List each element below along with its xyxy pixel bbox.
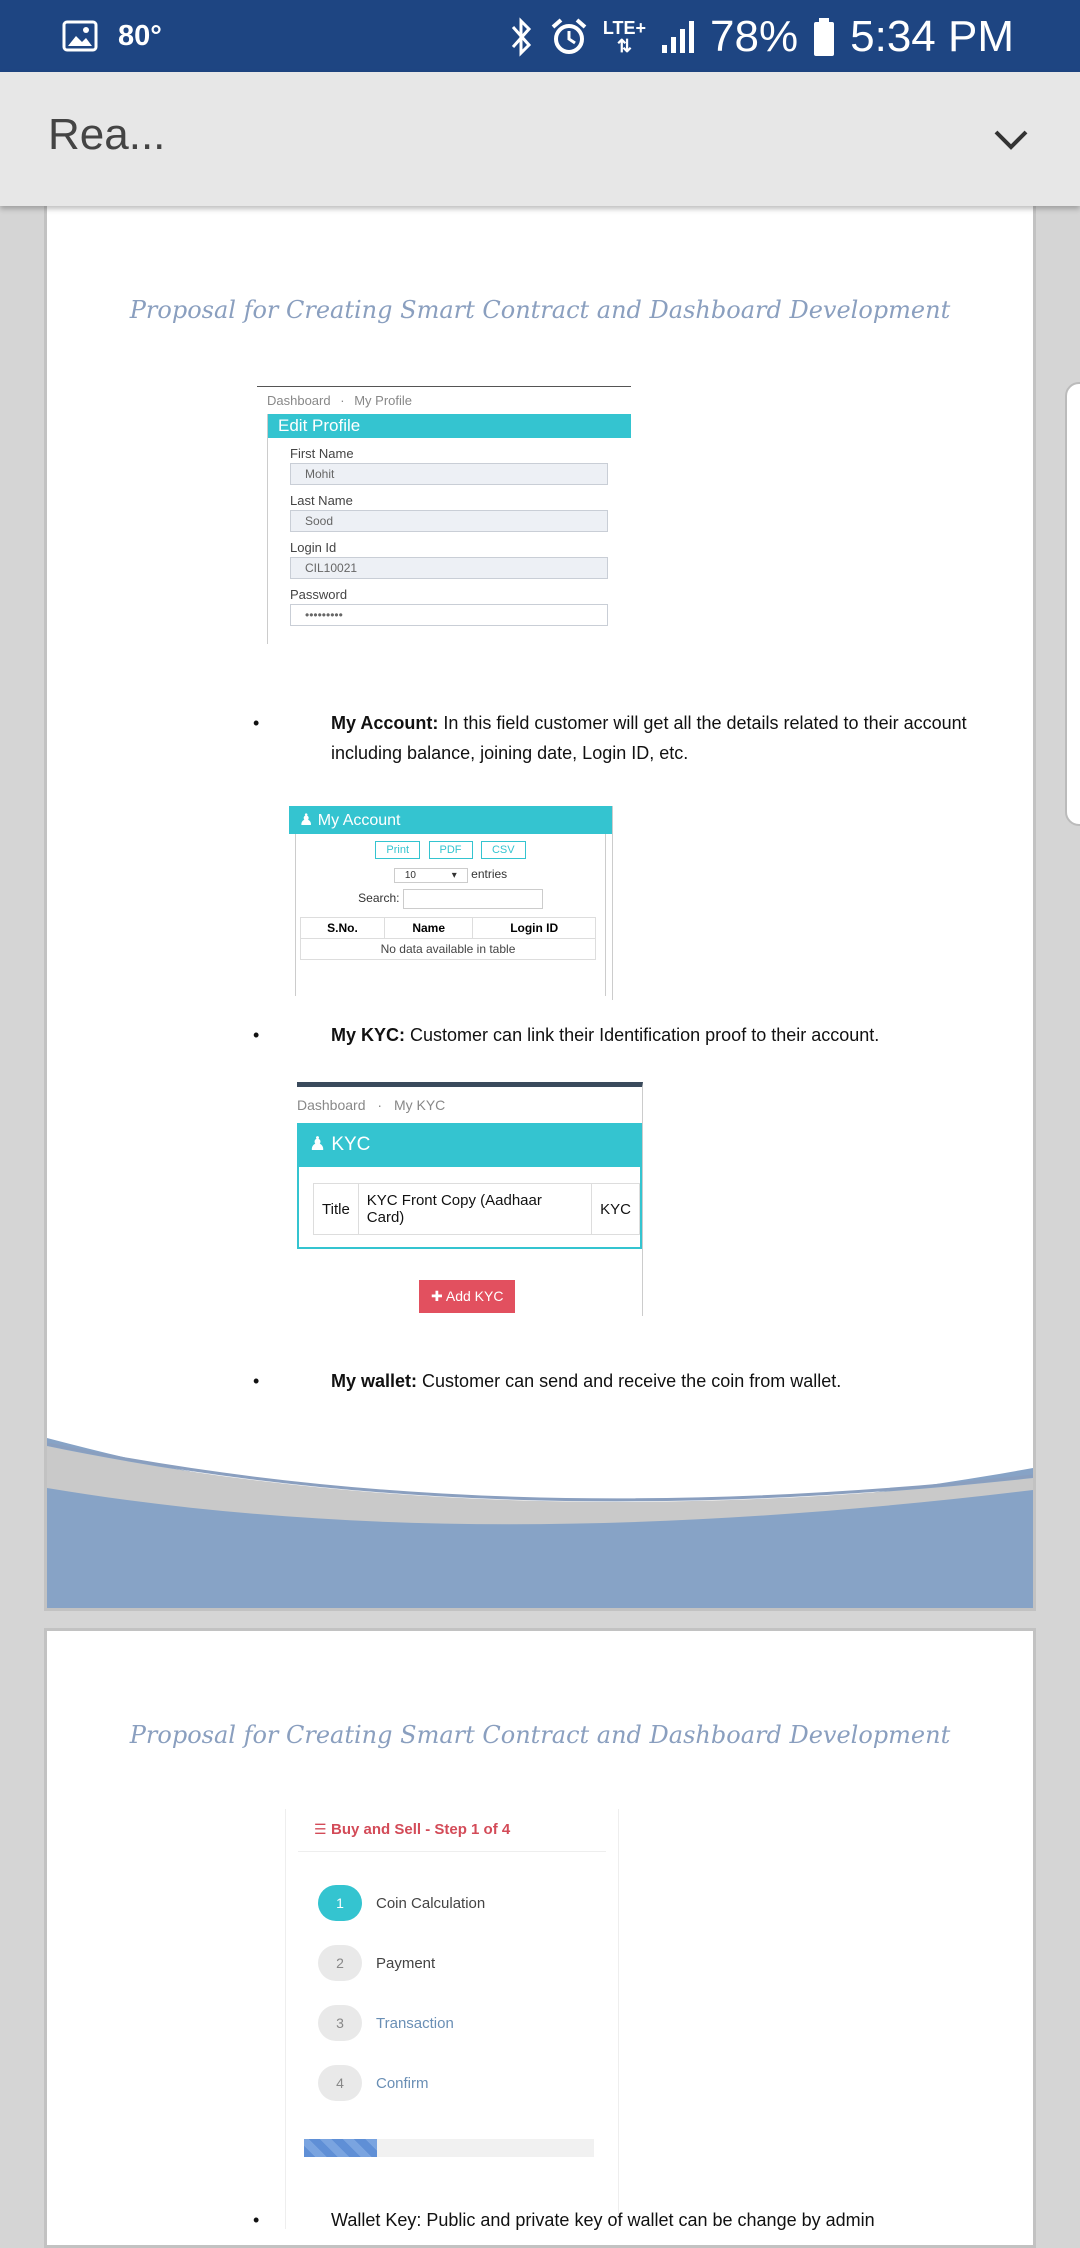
- col-sno: S.No.: [301, 918, 385, 939]
- bluetooth-icon: [509, 17, 535, 57]
- kyc-breadcrumb: Dashboard · My KYC: [297, 1097, 446, 1113]
- pdf-button: PDF: [429, 841, 473, 859]
- bullet-my-kyc: [253, 1020, 973, 1050]
- plus-icon: ✚: [431, 1288, 443, 1304]
- step-3: [318, 2005, 454, 2041]
- chevron-down-icon[interactable]: [986, 114, 1036, 164]
- scroll-handle[interactable]: [1065, 382, 1080, 826]
- document-page-1: [44, 206, 1036, 1611]
- step-4: [318, 2065, 429, 2101]
- entries-value: 10: [404, 870, 416, 881]
- document-page-2: [44, 1628, 1036, 2248]
- search-label: Search:: [358, 891, 400, 906]
- step-1: [318, 1885, 485, 1921]
- my-account-screenshot: [289, 806, 613, 1000]
- page-footer-wave: [47, 1438, 1033, 1608]
- last-name-label: Last Name: [290, 493, 353, 508]
- edit-profile-title: Edit Profile: [268, 414, 631, 438]
- login-id-field: CIL10021: [290, 557, 608, 579]
- search-input: [403, 889, 543, 909]
- buy-sell-title: Buy and Sell - Step 1 of 4: [331, 1821, 511, 1838]
- last-name-field: Sood: [290, 510, 608, 532]
- bullet-my-wallet: [253, 1366, 973, 1396]
- buy-sell-header: [298, 1809, 606, 1852]
- lte-label: LTE+: [602, 18, 647, 38]
- signal-icon: [660, 19, 696, 55]
- kyc-col-front-copy: KYC Front Copy (Aadhaar Card): [358, 1184, 591, 1235]
- my-wallet-heading: My wallet:: [331, 1371, 418, 1391]
- my-account-title: My Account: [317, 812, 401, 829]
- my-kyc-text: Customer can link their Identification proof to their account.: [410, 1025, 880, 1045]
- step-2-label: Payment: [376, 1954, 436, 1972]
- kyc-panel-title: [299, 1125, 640, 1167]
- entries-select: 10 ▾: [394, 868, 468, 883]
- user-icon: ♟: [299, 812, 314, 829]
- edit-profile-screenshot: [257, 386, 631, 656]
- my-account-panel-title: [289, 806, 612, 834]
- step-4-number: 4: [318, 2065, 362, 2101]
- progress-fill: [304, 2139, 377, 2157]
- account-table: [300, 917, 596, 960]
- progress-bar: [304, 2139, 594, 2157]
- empty-message: No data available in table: [301, 939, 596, 960]
- password-label: Password: [290, 587, 348, 602]
- user-icon: ♟: [309, 1134, 327, 1155]
- step-3-number: 3: [318, 2005, 362, 2041]
- step-3-label: Transaction: [376, 2014, 454, 2032]
- step-2-number: 2: [318, 1945, 362, 1981]
- kyc-table: [313, 1183, 640, 1235]
- step-1-label: Coin Calculation: [376, 1894, 486, 1912]
- battery-percent: 78%: [710, 12, 799, 61]
- temperature: 80°: [118, 19, 162, 52]
- breadcrumb-current: My Profile: [354, 393, 412, 408]
- password-field: •••••••••: [290, 604, 608, 626]
- step-4-label: Confirm: [376, 2074, 429, 2092]
- add-kyc-button: [419, 1280, 515, 1313]
- csv-button: CSV: [481, 841, 526, 859]
- my-account-heading: My Account:: [331, 713, 439, 733]
- document-title: Rea...: [48, 110, 166, 159]
- image-icon: [62, 18, 98, 54]
- app-bar: [0, 72, 1080, 206]
- kyc-title: KYC: [331, 1134, 371, 1155]
- bullet-wallet-key: [253, 2205, 973, 2235]
- layers-icon: ☰: [314, 1821, 327, 1837]
- kyc-col-kyc: KYC: [592, 1184, 640, 1235]
- kyc-breadcrumb-home: Dashboard: [297, 1097, 366, 1113]
- lte-indicator: LTE+ ⇅: [602, 18, 647, 56]
- print-button: Print: [375, 841, 420, 859]
- wallet-key-text: • Wallet Key: Public and private key of wallet can be change by admin: [331, 2210, 875, 2230]
- bullet-my-account: [253, 708, 973, 768]
- add-kyc-label: Add KYC: [445, 1288, 504, 1304]
- breadcrumb-home: Dashboard: [267, 393, 331, 408]
- battery-icon: [812, 17, 836, 57]
- step-1-number: 1: [318, 1885, 362, 1921]
- alarm-icon: [549, 17, 589, 57]
- my-kyc-heading: My KYC:: [331, 1025, 406, 1045]
- kyc-col-title: Title: [314, 1184, 359, 1235]
- page-header: Proposal for Creating Smart Contract and Dashboard Development: [129, 296, 951, 324]
- kyc-breadcrumb-current: My KYC: [393, 1097, 446, 1113]
- buy-sell-screenshot: [285, 1809, 619, 2229]
- page-header-2: Proposal for Creating Smart Contract and Dashboard Development: [129, 1721, 951, 1749]
- clock: 5:34 PM: [850, 12, 1014, 61]
- first-name-label: First Name: [290, 446, 354, 461]
- col-name: Name: [384, 918, 472, 939]
- step-2: [318, 1945, 435, 1981]
- first-name-field: Mohit: [290, 463, 608, 485]
- breadcrumb: Dashboard · My Profile: [267, 393, 412, 408]
- status-bar: [0, 0, 1080, 72]
- entries-label: entries: [471, 867, 508, 881]
- login-id-label: Login Id: [290, 540, 337, 555]
- col-login-id: Login ID: [473, 918, 596, 939]
- my-account-text: In this field customer will get all the details related to their account including balance, joining date, Login ID, etc.: [331, 713, 967, 763]
- my-wallet-text: Customer can send and receive the coin from wallet.: [422, 1371, 842, 1391]
